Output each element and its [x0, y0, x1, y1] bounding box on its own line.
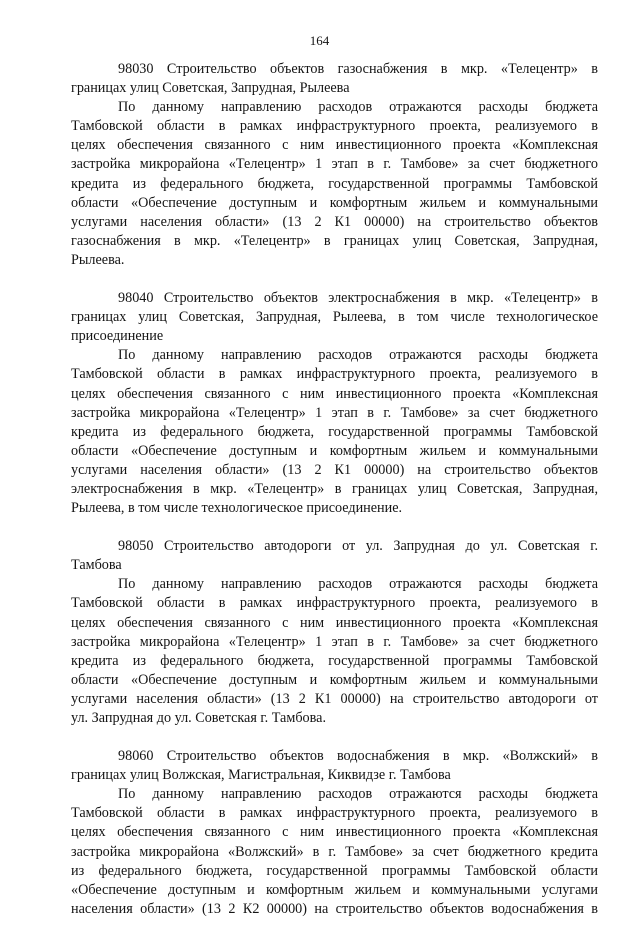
paragraph-line: «Обеспечение доступным и комфортным жильем и коммунальными услугами — [71, 881, 598, 898]
section-title — [71, 289, 598, 346]
section-title — [71, 747, 598, 785]
document-body — [71, 60, 598, 938]
paragraph-line: целях обеспечения связанного с ним инвестиционного проекта «Комплексная — [71, 824, 598, 841]
paragraph-line: застройка микрорайона «Волжский» в г. Тамбове» за счет бюджетного кредита — [71, 843, 598, 860]
paragraph-line: области «Обеспечение доступным и комфортным жильем и коммунальными — [71, 671, 598, 688]
paragraph-line: По данному направлению расходов отражаются расходы бюджета — [118, 786, 598, 803]
section-title-line: 98060 Строительство объектов водоснабжения в мкр. «Волжский» в — [118, 748, 598, 765]
paragraph-line: из федерального бюджета, государственной программы Тамбовской области — [71, 862, 598, 879]
paragraph-line: застройка микрорайона «Телецентр» 1 этап в г. Тамбове» за счет бюджетного — [71, 633, 598, 650]
section-title-line: границах улиц Советская, Запрудная, Рылеева — [71, 80, 350, 97]
paragraph-line: Тамбовской области в рамках инфраструктурного проекта, реализуемого в — [71, 805, 598, 822]
section-title-line: 98030 Строительство объектов газоснабжения в мкр. «Телецентр» в — [118, 61, 598, 77]
section-title — [71, 60, 598, 98]
paragraph-line: услугами населения области» (13 2 К1 00000) на строительство объектов — [71, 213, 598, 230]
budget-item-section — [71, 747, 598, 919]
section-body-paragraph — [71, 98, 598, 270]
paragraph-line: целях обеспечения связанного с ним инвестиционного проекта «Комплексная — [71, 385, 598, 402]
section-title-line: Тамбова — [71, 557, 122, 574]
paragraph-line: По данному направлению расходов отражаются расходы бюджета — [118, 576, 598, 593]
paragraph-line: кредита из федерального бюджета, государственной программы Тамбовской — [71, 175, 598, 192]
section-title — [71, 537, 598, 575]
paragraph-line: услугами населения области» (13 2 К1 00000) на строительство объектов — [71, 461, 598, 478]
paragraph-line: услугами населения области» (13 2 К1 00000) на строительство автодороги от — [71, 690, 598, 707]
page-number: 164 — [309, 33, 330, 48]
section-title-line: присоединение — [71, 328, 164, 345]
section-body-paragraph — [71, 346, 598, 518]
paragraph-line: Тамбовской области в рамках инфраструктурного проекта, реализуемого в — [71, 366, 598, 383]
paragraph-line: Тамбовской области в рамках инфраструктурного проекта, реализуемого в — [71, 118, 598, 135]
budget-item-section — [71, 60, 598, 270]
paragraph-line: населения области» (13 2 К2 00000) на строительство объектов водоснабжения в — [71, 900, 598, 917]
paragraph-line: застройка микрорайона «Телецентр» 1 этап в г. Тамбове» за счет бюджетного — [71, 156, 598, 173]
paragraph-line: Рылеева. — [71, 251, 125, 268]
paragraph-line: ул. Запрудная до ул. Советская г. Тамбова. — [71, 710, 326, 726]
paragraph-line: целях обеспечения связанного с ним инвестиционного проекта «Комплексная — [71, 614, 598, 631]
paragraph-line: электроснабжения в мкр. «Телецентр» в границах улиц Советская, Запрудная, — [71, 480, 598, 497]
paragraph-line: кредита из федерального бюджета, государственной программы Тамбовской — [71, 652, 598, 669]
paragraph-line: Тамбовской области в рамках инфраструктурного проекта, реализуемого в — [71, 595, 598, 612]
paragraph-line: Рылеева, в том числе технологическое присоединение. — [71, 500, 403, 517]
paragraph-line: газоснабжения в мкр. «Телецентр» в границах улиц Советская, Запрудная, — [71, 232, 598, 249]
paragraph-line: По данному направлению расходов отражаются расходы бюджета — [118, 347, 598, 364]
paragraph-line: области «Обеспечение доступным и комфортным жильем и коммунальными — [71, 194, 598, 211]
paragraph-line: целях обеспечения связанного с ним инвестиционного проекта «Комплексная — [71, 137, 598, 154]
section-body-paragraph — [71, 785, 598, 919]
section-body-paragraph — [71, 575, 598, 728]
budget-item-section — [71, 537, 598, 728]
paragraph-line: застройка микрорайона «Телецентр» 1 этап в г. Тамбове» за счет бюджетного — [71, 404, 598, 421]
section-title-line: 98040 Строительство объектов электроснабжения в мкр. «Телецентр» в — [118, 290, 598, 307]
section-title-line: границах улиц Волжская, Магистральная, Киквидзе г. Тамбова — [71, 767, 451, 784]
paragraph-line: области «Обеспечение доступным и комфортным жильем и коммунальными — [71, 442, 598, 459]
section-title-line: 98050 Строительство автодороги от ул. Запрудная до ул. Советская г. — [118, 538, 598, 555]
budget-item-section — [71, 289, 598, 518]
paragraph-line: кредита из федерального бюджета, государственной программы Тамбовской — [71, 423, 598, 440]
paragraph-line: По данному направлению расходов отражаются расходы бюджета — [118, 99, 598, 116]
section-title-line: границах улиц Советская, Запрудная, Рылеева, в том числе технологическое — [71, 309, 598, 326]
